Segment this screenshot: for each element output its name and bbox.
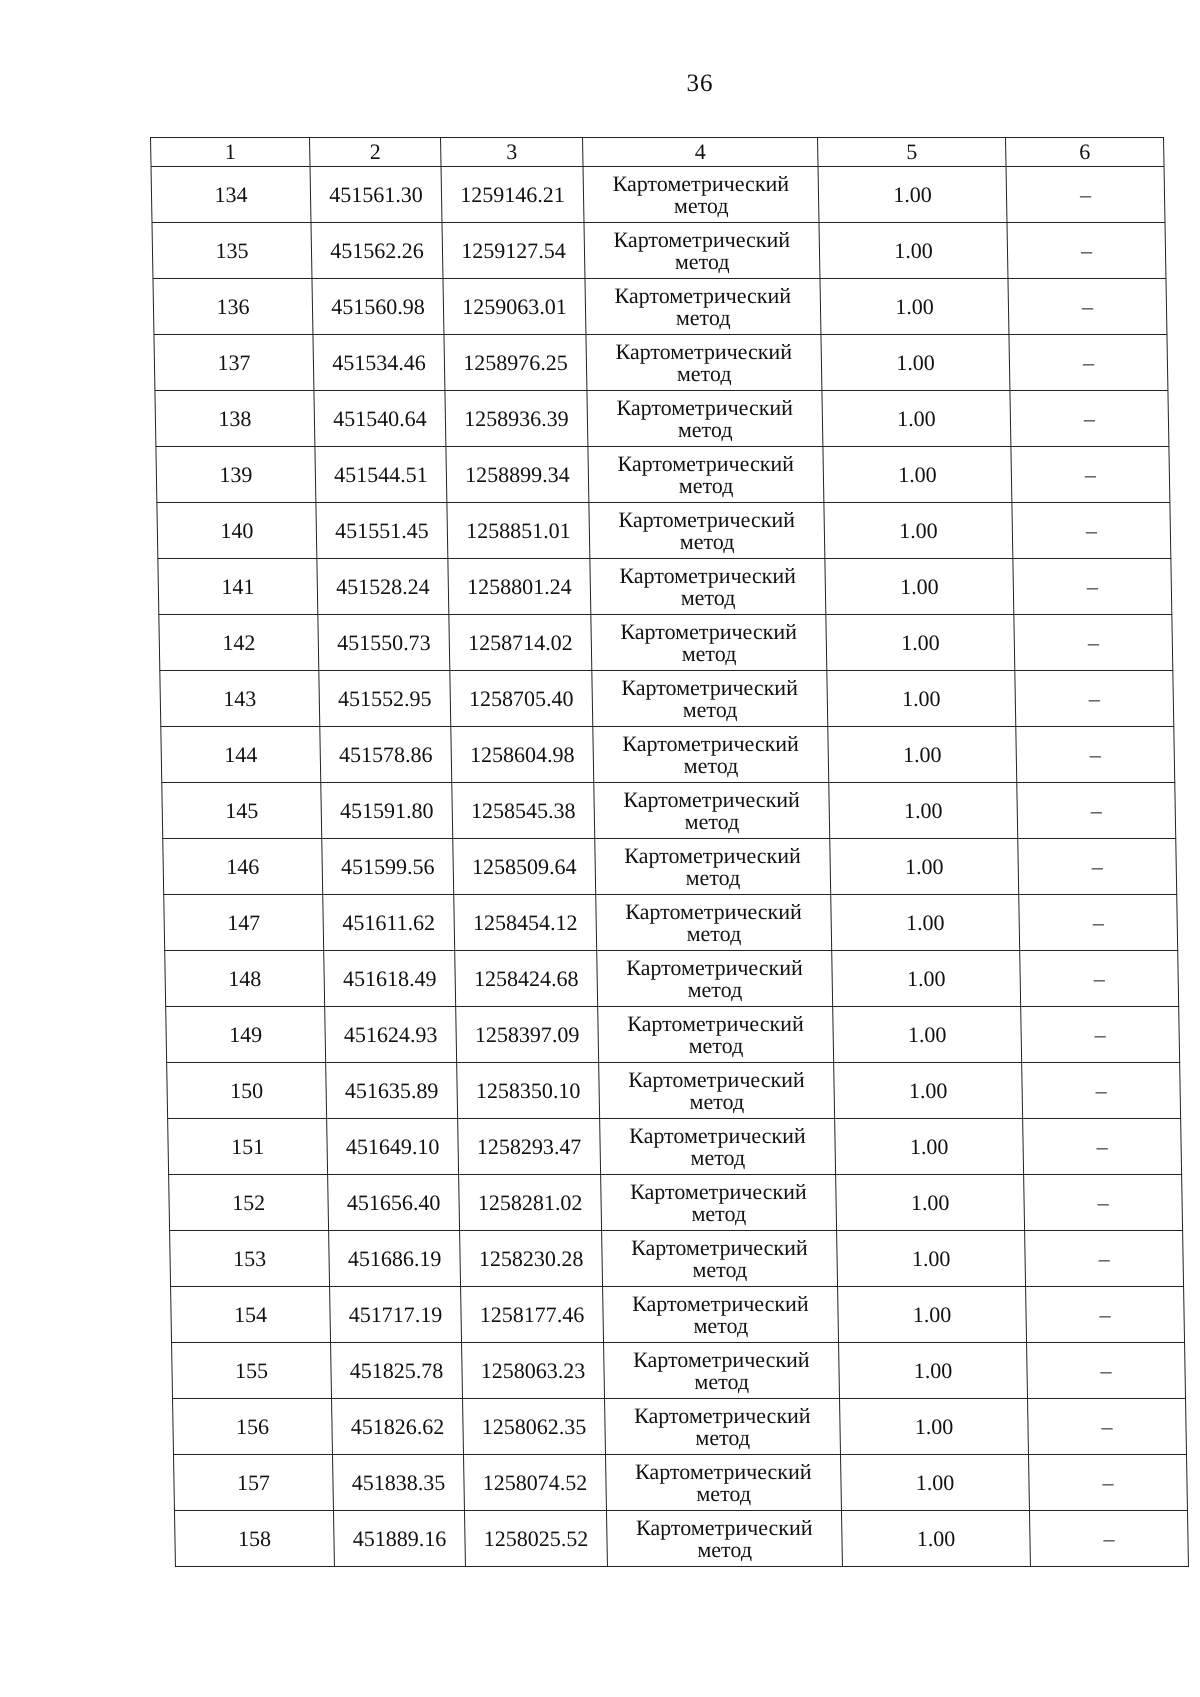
y-coordinate-cell: 1258063.23	[462, 1343, 605, 1399]
accuracy-cell: 1.00	[828, 727, 1017, 783]
table-row	[170, 1231, 1184, 1287]
x-coordinate-cell: 451562.26	[311, 223, 443, 279]
y-coordinate-cell: 1258851.01	[447, 503, 590, 559]
method-cell	[603, 1287, 839, 1343]
y-coordinate-cell: 1258062.35	[463, 1399, 606, 1455]
table-row	[164, 895, 1178, 951]
method-cell	[601, 1175, 837, 1231]
method-cell	[605, 1399, 841, 1455]
method-cell	[602, 1231, 838, 1287]
method-line-2: метод	[691, 1200, 747, 1226]
table-row	[173, 1399, 1187, 1455]
table-row	[174, 1511, 1188, 1567]
x-coordinate-cell: 451551.45	[316, 503, 448, 559]
method-cell	[583, 167, 819, 223]
method-line-2: метод	[692, 1256, 748, 1282]
column-header: 5	[818, 138, 1007, 167]
method-line-1: Картометрический	[626, 954, 803, 980]
note-cell: –	[1026, 1287, 1185, 1343]
note-cell: –	[1021, 1007, 1180, 1063]
table-row	[167, 1063, 1181, 1119]
method-line-2: метод	[679, 528, 735, 554]
method-line-2: метод	[687, 976, 743, 1002]
point-number-cell: 148	[165, 951, 325, 1007]
method-cell	[592, 671, 828, 727]
method-line-1: Картометрический	[623, 786, 801, 812]
accuracy-cell: 1.00	[818, 167, 1007, 223]
accuracy-cell: 1.00	[834, 1063, 1023, 1119]
x-coordinate-cell: 451560.98	[312, 279, 444, 335]
table-row	[154, 335, 1168, 391]
point-number-cell: 146	[163, 839, 323, 895]
x-coordinate-cell: 451649.10	[327, 1119, 459, 1175]
x-coordinate-cell: 451825.78	[331, 1343, 463, 1399]
table-row	[155, 391, 1169, 447]
x-coordinate-cell: 451591.80	[321, 783, 453, 839]
note-cell: –	[1012, 503, 1171, 559]
x-coordinate-cell: 451635.89	[326, 1063, 458, 1119]
accuracy-cell: 1.00	[838, 1287, 1027, 1343]
column-header: 6	[1006, 138, 1165, 167]
note-cell: –	[1028, 1399, 1187, 1455]
method-line-2: метод	[696, 1480, 752, 1506]
note-cell: –	[1018, 839, 1177, 895]
method-line-1: Картометрический	[619, 562, 797, 588]
point-number-cell: 141	[158, 559, 318, 615]
note-cell: –	[1011, 447, 1170, 503]
method-line-1: Картометрический	[633, 1402, 811, 1428]
x-coordinate-cell: 451550.73	[318, 615, 450, 671]
point-number-cell: 149	[166, 1007, 326, 1063]
y-coordinate-cell: 1258025.52	[464, 1511, 607, 1567]
method-cell	[595, 839, 831, 895]
method-line-2: метод	[689, 1088, 745, 1114]
accuracy-cell: 1.00	[832, 951, 1021, 1007]
point-number-cell: 147	[164, 895, 324, 951]
method-line-1: Картометрический	[615, 338, 793, 364]
x-coordinate-cell: 451838.35	[332, 1455, 464, 1511]
accuracy-cell: 1.00	[820, 279, 1009, 335]
y-coordinate-cell: 1258350.10	[457, 1063, 600, 1119]
y-coordinate-cell: 1258397.09	[456, 1007, 599, 1063]
point-number-cell: 134	[151, 167, 311, 223]
point-number-cell: 136	[153, 279, 313, 335]
method-line-1: Картометрический	[612, 170, 790, 196]
point-number-cell: 157	[173, 1455, 333, 1511]
accuracy-cell: 1.00	[826, 615, 1015, 671]
y-coordinate-cell: 1258976.25	[444, 335, 587, 391]
accuracy-cell: 1.00	[821, 335, 1010, 391]
accuracy-cell: 1.00	[835, 1119, 1024, 1175]
method-line-2: метод	[675, 304, 731, 330]
x-coordinate-cell: 451889.16	[333, 1511, 465, 1567]
method-line-2: метод	[684, 808, 740, 834]
accuracy-cell: 1.00	[819, 223, 1008, 279]
x-coordinate-cell: 451552.95	[319, 671, 451, 727]
method-line-2: метод	[695, 1424, 751, 1450]
method-cell	[591, 615, 827, 671]
method-line-2: метод	[673, 192, 729, 218]
x-coordinate-cell: 451544.51	[315, 447, 447, 503]
accuracy-cell: 1.00	[823, 447, 1012, 503]
y-coordinate-cell: 1258074.52	[463, 1455, 606, 1511]
column-header: 3	[441, 138, 584, 167]
table-row	[172, 1343, 1186, 1399]
y-coordinate-cell: 1258509.64	[453, 839, 596, 895]
method-line-1: Картометрический	[627, 1066, 805, 1092]
method-cell	[588, 447, 824, 503]
accuracy-cell: 1.00	[825, 559, 1014, 615]
method-cell	[596, 895, 832, 951]
note-cell: –	[1027, 1343, 1186, 1399]
note-cell: –	[1008, 279, 1167, 335]
x-coordinate-cell: 451540.64	[314, 391, 446, 447]
method-cell	[594, 783, 830, 839]
y-coordinate-cell: 1259146.21	[441, 167, 584, 223]
accuracy-cell: 1.00	[837, 1231, 1026, 1287]
method-line-2: метод	[674, 248, 730, 274]
method-line-2: метод	[678, 472, 734, 498]
point-number-cell: 154	[171, 1287, 331, 1343]
method-line-2: метод	[677, 416, 733, 442]
table-row	[156, 447, 1170, 503]
method-line-2: метод	[685, 864, 741, 890]
y-coordinate-cell: 1258293.47	[458, 1119, 601, 1175]
accuracy-cell: 1.00	[841, 1511, 1030, 1567]
method-cell	[585, 279, 821, 335]
point-number-cell: 145	[162, 783, 322, 839]
method-line-1: Картометрический	[617, 450, 795, 476]
accuracy-cell: 1.00	[836, 1175, 1025, 1231]
method-cell	[606, 1511, 842, 1567]
y-coordinate-cell: 1258454.12	[454, 895, 597, 951]
y-coordinate-cell: 1258424.68	[455, 951, 598, 1007]
method-line-1: Картометрический	[618, 506, 796, 532]
page-number: 36	[686, 70, 714, 97]
table-row	[163, 839, 1177, 895]
note-cell: –	[1023, 1119, 1182, 1175]
note-cell: –	[1006, 167, 1165, 223]
accuracy-cell: 1.00	[830, 839, 1019, 895]
note-cell: –	[1029, 1511, 1188, 1567]
note-cell: –	[1010, 391, 1169, 447]
method-cell	[605, 1455, 841, 1511]
method-line-1: Картометрический	[614, 282, 792, 308]
point-number-cell: 153	[170, 1231, 330, 1287]
method-line-2: метод	[681, 640, 737, 666]
table-row	[173, 1455, 1187, 1511]
method-line-1: Картометрический	[620, 618, 798, 644]
note-cell: –	[1022, 1063, 1181, 1119]
method-line-2: метод	[690, 1144, 746, 1170]
point-number-cell: 150	[167, 1063, 327, 1119]
coordinates-table	[150, 137, 1189, 1567]
x-coordinate-cell: 451686.19	[329, 1231, 461, 1287]
point-number-cell: 144	[161, 727, 321, 783]
x-coordinate-cell: 451656.40	[328, 1175, 460, 1231]
method-line-2: метод	[688, 1032, 744, 1058]
table-row	[160, 671, 1174, 727]
note-cell: –	[1025, 1231, 1184, 1287]
y-coordinate-cell: 1259127.54	[442, 223, 585, 279]
y-coordinate-cell: 1258714.02	[449, 615, 592, 671]
accuracy-cell: 1.00	[840, 1455, 1029, 1511]
point-number-cell: 139	[156, 447, 316, 503]
note-cell: –	[1019, 895, 1178, 951]
y-coordinate-cell: 1258177.46	[461, 1287, 604, 1343]
accuracy-cell: 1.00	[824, 503, 1013, 559]
y-coordinate-cell: 1258545.38	[452, 783, 595, 839]
y-coordinate-cell: 1258230.28	[460, 1231, 603, 1287]
y-coordinate-cell: 1258899.34	[446, 447, 589, 503]
point-number-cell: 137	[154, 335, 314, 391]
x-coordinate-cell: 451528.24	[317, 559, 449, 615]
method-line-2: метод	[686, 920, 742, 946]
method-cell	[599, 1063, 835, 1119]
note-cell: –	[1014, 615, 1173, 671]
accuracy-cell: 1.00	[839, 1343, 1028, 1399]
method-line-2: метод	[694, 1368, 750, 1394]
method-line-2: метод	[682, 696, 738, 722]
y-coordinate-cell: 1259063.01	[443, 279, 586, 335]
method-line-1: Картометрический	[629, 1178, 807, 1204]
method-line-1: Картометрический	[632, 1346, 810, 1372]
accuracy-cell: 1.00	[833, 1007, 1022, 1063]
table-row	[162, 783, 1176, 839]
table-row	[169, 1175, 1183, 1231]
method-cell	[586, 335, 822, 391]
method-line-1: Картометрический	[616, 394, 794, 420]
column-header: 2	[310, 138, 442, 167]
x-coordinate-cell: 451534.46	[313, 335, 445, 391]
table-row	[165, 951, 1179, 1007]
note-cell: –	[1020, 951, 1179, 1007]
method-line-1: Картометрический	[634, 1458, 812, 1484]
y-coordinate-cell: 1258705.40	[450, 671, 593, 727]
note-cell: –	[1024, 1175, 1183, 1231]
x-coordinate-cell: 451611.62	[323, 895, 455, 951]
method-line-1: Картометрический	[626, 1010, 804, 1036]
point-number-cell: 152	[169, 1175, 329, 1231]
table-row	[152, 223, 1166, 279]
note-cell: –	[1013, 559, 1172, 615]
y-coordinate-cell: 1258801.24	[448, 559, 591, 615]
note-cell: –	[1028, 1455, 1187, 1511]
y-coordinate-cell: 1258281.02	[459, 1175, 602, 1231]
table-row	[168, 1119, 1182, 1175]
x-coordinate-cell: 451578.86	[320, 727, 452, 783]
point-number-cell: 156	[173, 1399, 333, 1455]
table-row	[161, 727, 1175, 783]
point-number-cell: 143	[160, 671, 320, 727]
table-row	[153, 279, 1167, 335]
method-line-1: Картометрический	[622, 730, 800, 756]
accuracy-cell: 1.00	[831, 895, 1020, 951]
x-coordinate-cell: 451599.56	[322, 839, 454, 895]
method-line-1: Картометрический	[628, 1122, 806, 1148]
method-line-2: метод	[680, 584, 736, 610]
note-cell: –	[1007, 223, 1166, 279]
x-coordinate-cell: 451717.19	[330, 1287, 462, 1343]
method-line-1: Картометрический	[613, 226, 791, 252]
column-header: 1	[151, 138, 311, 167]
method-line-1: Картометрический	[624, 842, 801, 868]
method-line-1: Картометрический	[621, 674, 799, 700]
method-cell	[584, 223, 820, 279]
method-cell	[587, 391, 823, 447]
method-cell	[593, 727, 829, 783]
point-number-cell: 142	[159, 615, 319, 671]
method-cell	[598, 1007, 834, 1063]
table-row	[159, 615, 1173, 671]
method-line-2: метод	[683, 752, 739, 778]
method-line-1: Картометрический	[635, 1514, 813, 1540]
method-line-2: метод	[676, 360, 732, 386]
y-coordinate-cell: 1258604.98	[451, 727, 594, 783]
table-row	[166, 1007, 1180, 1063]
method-line-1: Картометрический	[630, 1234, 808, 1260]
y-coordinate-cell: 1258936.39	[445, 391, 588, 447]
method-cell	[604, 1343, 840, 1399]
point-number-cell: 151	[168, 1119, 328, 1175]
accuracy-cell: 1.00	[822, 391, 1011, 447]
table-row	[171, 1287, 1185, 1343]
x-coordinate-cell: 451561.30	[310, 167, 442, 223]
point-number-cell: 138	[155, 391, 315, 447]
point-number-cell: 158	[174, 1511, 334, 1567]
method-line-2: метод	[693, 1312, 749, 1338]
method-cell	[597, 951, 833, 1007]
note-cell: –	[1016, 727, 1175, 783]
note-cell: –	[1015, 671, 1174, 727]
point-number-cell: 135	[152, 223, 312, 279]
table-row	[157, 503, 1171, 559]
method-cell	[590, 559, 826, 615]
note-cell: –	[1009, 335, 1168, 391]
method-cell	[600, 1119, 836, 1175]
table-header-row	[151, 138, 1165, 167]
table-row	[151, 167, 1165, 223]
table-row	[158, 559, 1172, 615]
x-coordinate-cell: 451826.62	[332, 1399, 464, 1455]
method-line-1: Картометрический	[631, 1290, 809, 1316]
x-coordinate-cell: 451624.93	[325, 1007, 457, 1063]
point-number-cell: 140	[157, 503, 317, 559]
note-cell: –	[1017, 783, 1176, 839]
method-cell	[589, 503, 825, 559]
accuracy-cell: 1.00	[840, 1399, 1029, 1455]
method-line-2: метод	[697, 1536, 753, 1562]
accuracy-cell: 1.00	[829, 783, 1018, 839]
x-coordinate-cell: 451618.49	[324, 951, 456, 1007]
point-number-cell: 155	[172, 1343, 332, 1399]
column-header: 4	[583, 138, 819, 167]
method-line-1: Картометрический	[625, 898, 802, 924]
accuracy-cell: 1.00	[827, 671, 1016, 727]
